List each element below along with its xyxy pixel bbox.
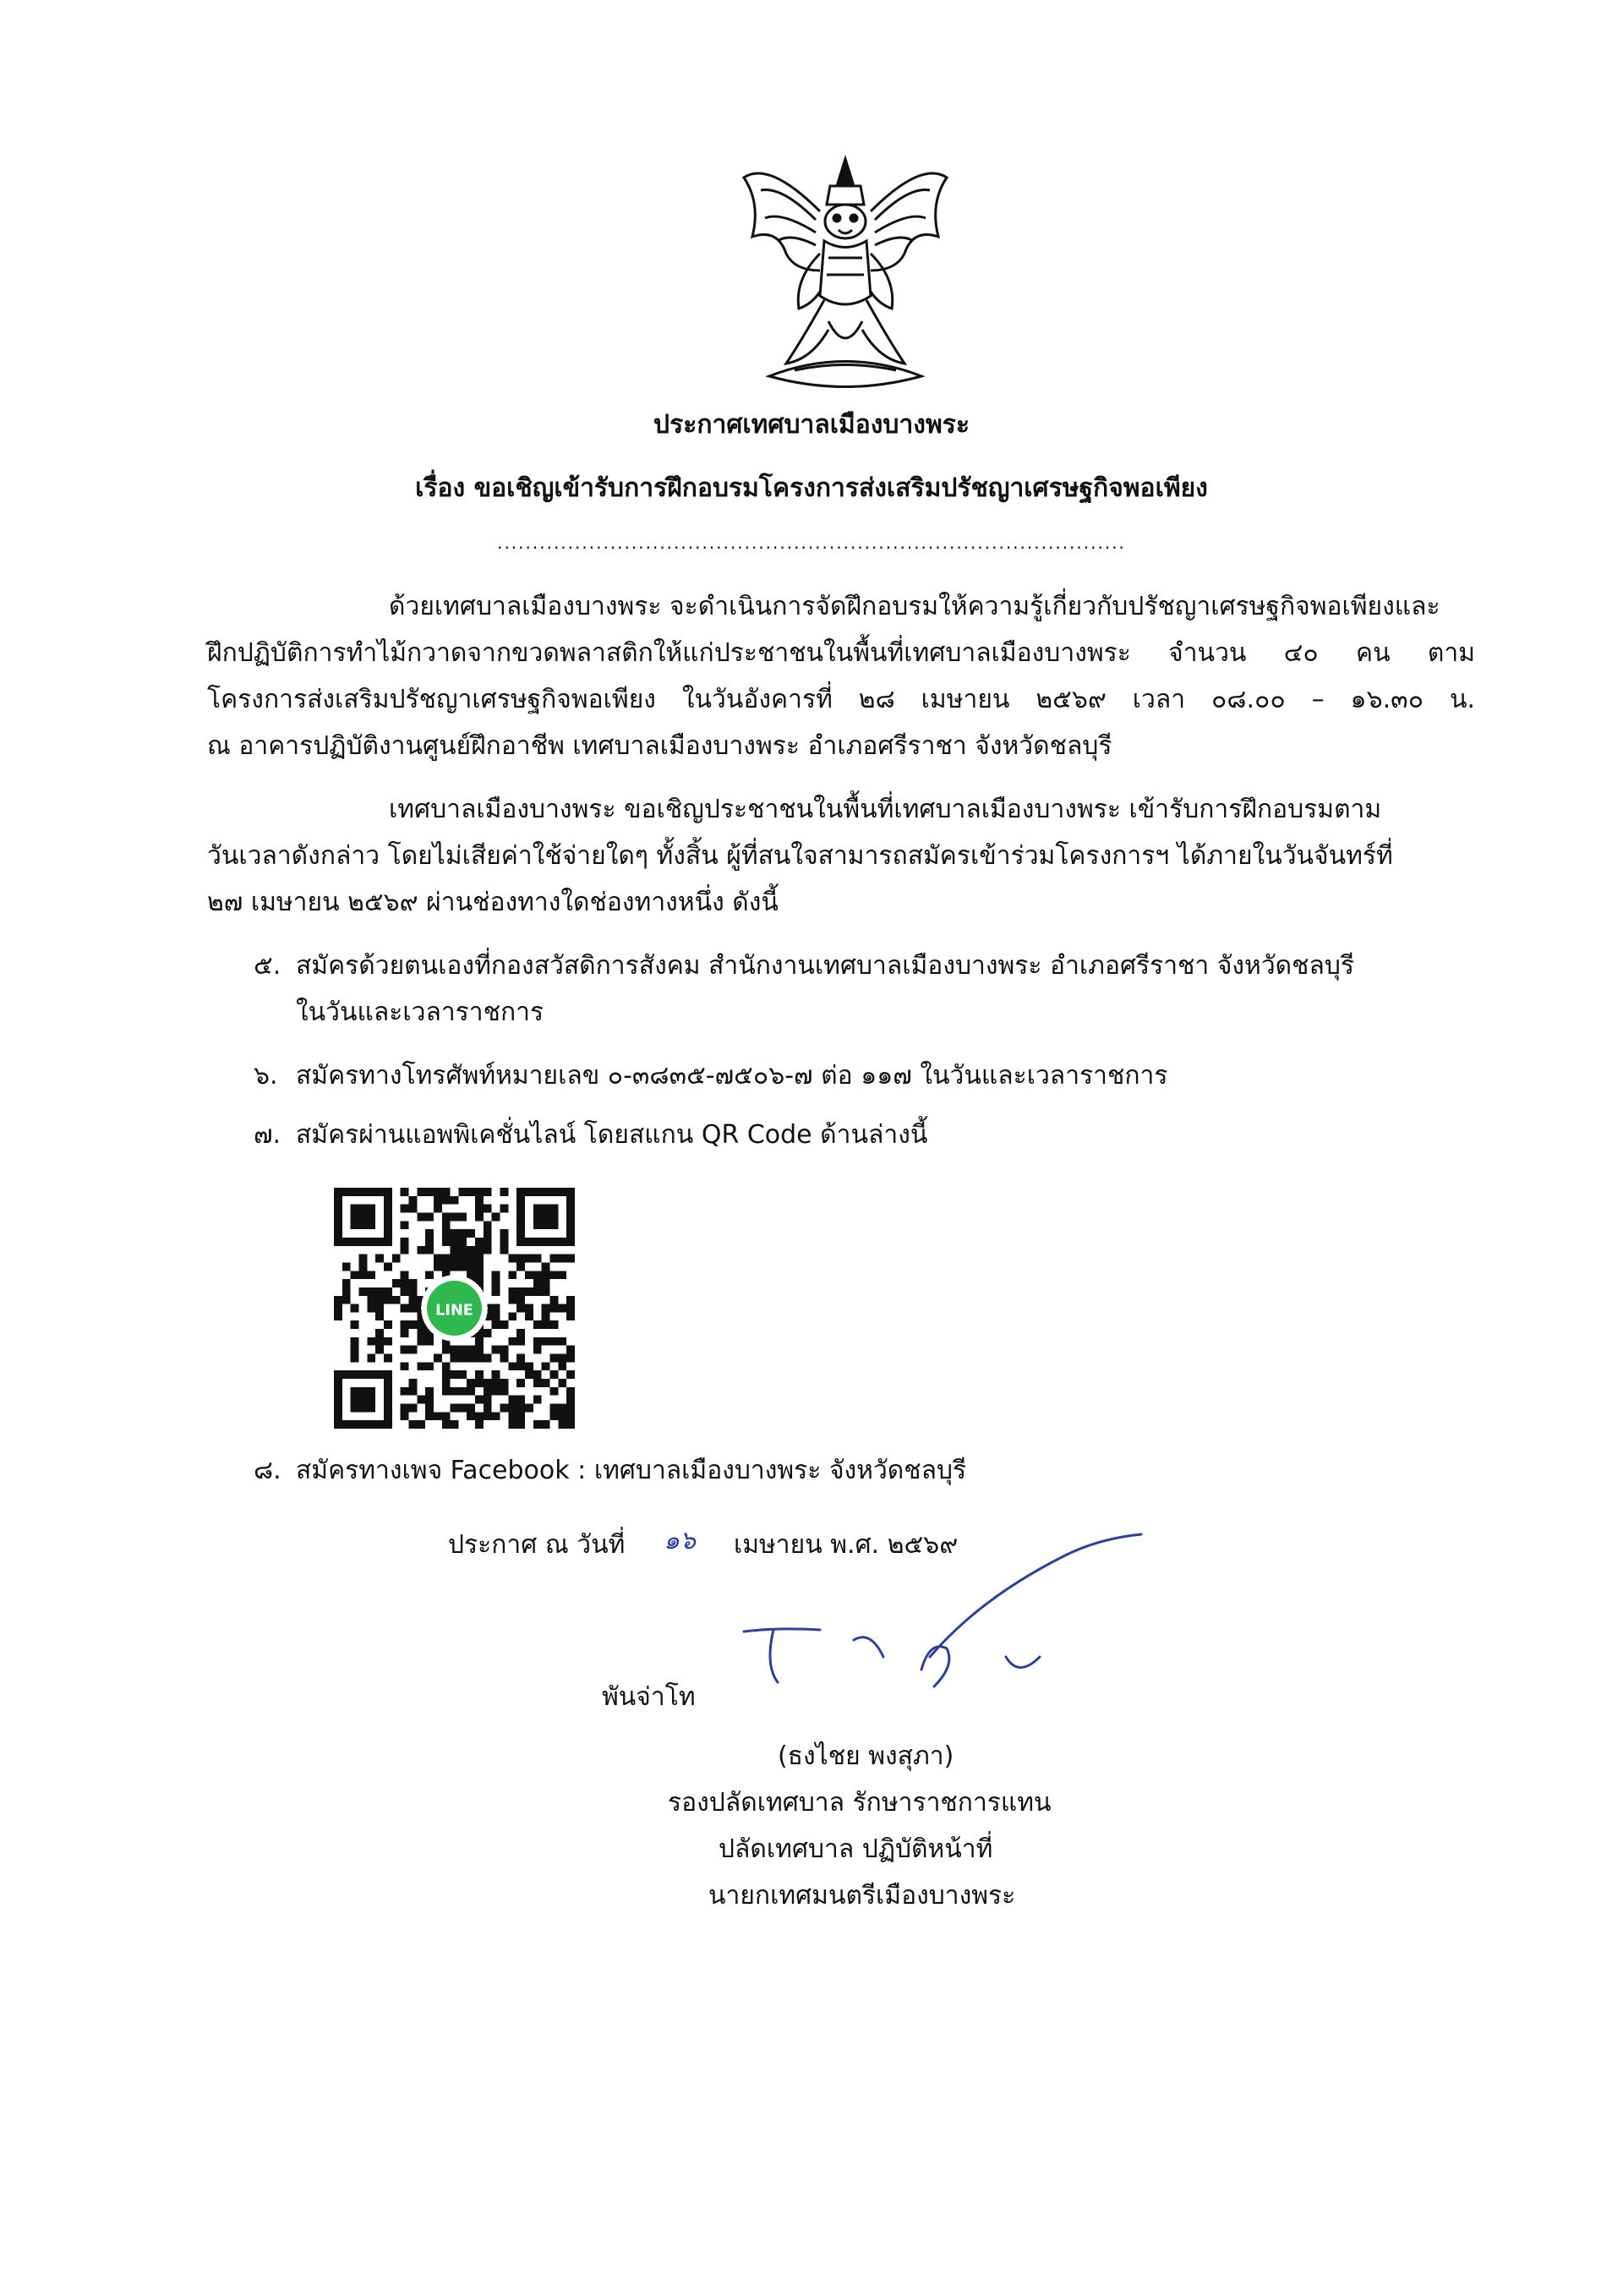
paragraph2-line1: เทศบาลเมืองบางพระ ขอเชิญประชาชนในพื้นที่เทศบาลเมืองบางพระ เข้ารับการฝึกอบรมตาม <box>389 795 1382 824</box>
signer-position-3: นายกเทศมนตรีเมืองบางพระ <box>708 1881 1016 1911</box>
garuda-emblem-icon <box>735 152 955 397</box>
list-item-number: ๘. <box>254 1456 281 1485</box>
handwritten-signature <box>727 1522 1167 1741</box>
signer-name: (ธงไชย พงสุภา) <box>778 1741 954 1771</box>
paragraph1-line3: โครงการส่งเสริมปรัชญาเศรษฐกิจพอเพียง ในวันอังคารที่ ๒๘ เมษายน ๒๕๖๙ เวลา ๐๘.๐๐ – ๑๖.๓๐ น. <box>207 685 1475 714</box>
paragraph2-line2: วันเวลาดังกล่าว โดยไม่เสียค่าใช้จ่ายใดๆ ทั้งสิ้น ผู้ที่สนใจสามารถสมัครเข้าร่วมโครงการฯ ได้ภายในวันจันทร์ที่ <box>207 841 1393 871</box>
paragraph1-line4: ณ อาคารปฏิบัติงานศูนย์ฝึกอาชีพ เทศบาลเมืองบางพระ อำเภอศรีราชา จังหวัดชลบุรี <box>207 731 1112 761</box>
list-item-continued: ในวันและเวลาราชการ <box>296 998 544 1027</box>
paragraph2-line3: ๒๗ เมษายน ๒๕๖๙ ผ่านช่องทางใดช่องทางหนึ่ง ดังนี้ <box>207 888 779 917</box>
list-item-number: ๕. <box>254 951 281 981</box>
document-subject: เรื่อง ขอเชิญเข้ารับการฝึกอบรมโครงการส่งเสริมปรัชญาเศรษฐกิจพอเพียง <box>415 473 1208 503</box>
list-item-number: ๗. <box>254 1120 281 1150</box>
list-item: สมัครทางเพจ Facebook : เทศบาลเมืองบางพระ จังหวัดชลบุรี <box>296 1456 967 1485</box>
list-item: สมัครด้วยตนเองที่กองสวัสดิการสังคม สำนักงานเทศบาลเมืองบางพระ อำเภอศรีราชา จังหวัดชลบุรี <box>296 951 1355 981</box>
title-divider: ......................................................................................... <box>497 533 1126 553</box>
list-item: สมัครผ่านแอพพิเคชั่นไลน์ โดยสแกน QR Code ด้านล่างนี้ <box>296 1120 928 1150</box>
line-qr-code[interactable] <box>334 1188 575 1429</box>
announce-prefix: ประกาศ ณ วันที่ <box>448 1530 626 1560</box>
list-item-number: ๖. <box>254 1061 278 1091</box>
signer-rank: พันจ่าโท <box>602 1682 696 1712</box>
announce-day: ๑๖ <box>664 1526 697 1555</box>
line-logo-text: LINE <box>435 1302 473 1320</box>
signer-position-1: รองปลัดเทศบาล รักษาราชการแทน <box>668 1788 1052 1818</box>
paragraph1-line2: ฝึกปฏิบัติการทำไม้กวาดจากขวดพลาสติกให้แก่ประชาชนในพื้นที่เทศบาลเมืองบางพระ จำนวน ๔๐ คน ตาม <box>207 638 1475 668</box>
signer-position-2: ปลัดเทศบาล ปฏิบัติหน้าที่ <box>719 1834 993 1864</box>
document-title: ประกาศเทศบาลเมืองบางพระ <box>653 410 970 440</box>
announce-suffix: เมษายน พ.ศ. ๒๕๖๙ <box>734 1530 959 1560</box>
paragraph1-line1: ด้วยเทศบาลเมืองบางพระ จะดำเนินการจัดฝึกอบรมให้ความรู้เกี่ยวกับปรัชญาเศรษฐกิจพอเพียงและ <box>389 592 1440 621</box>
list-item: สมัครทางโทรศัพท์หมายเลข ๐-๓๘๓๕-๗๕๐๖-๗ ต่อ ๑๑๗ ในวันและเวลาราชการ <box>296 1061 1168 1091</box>
